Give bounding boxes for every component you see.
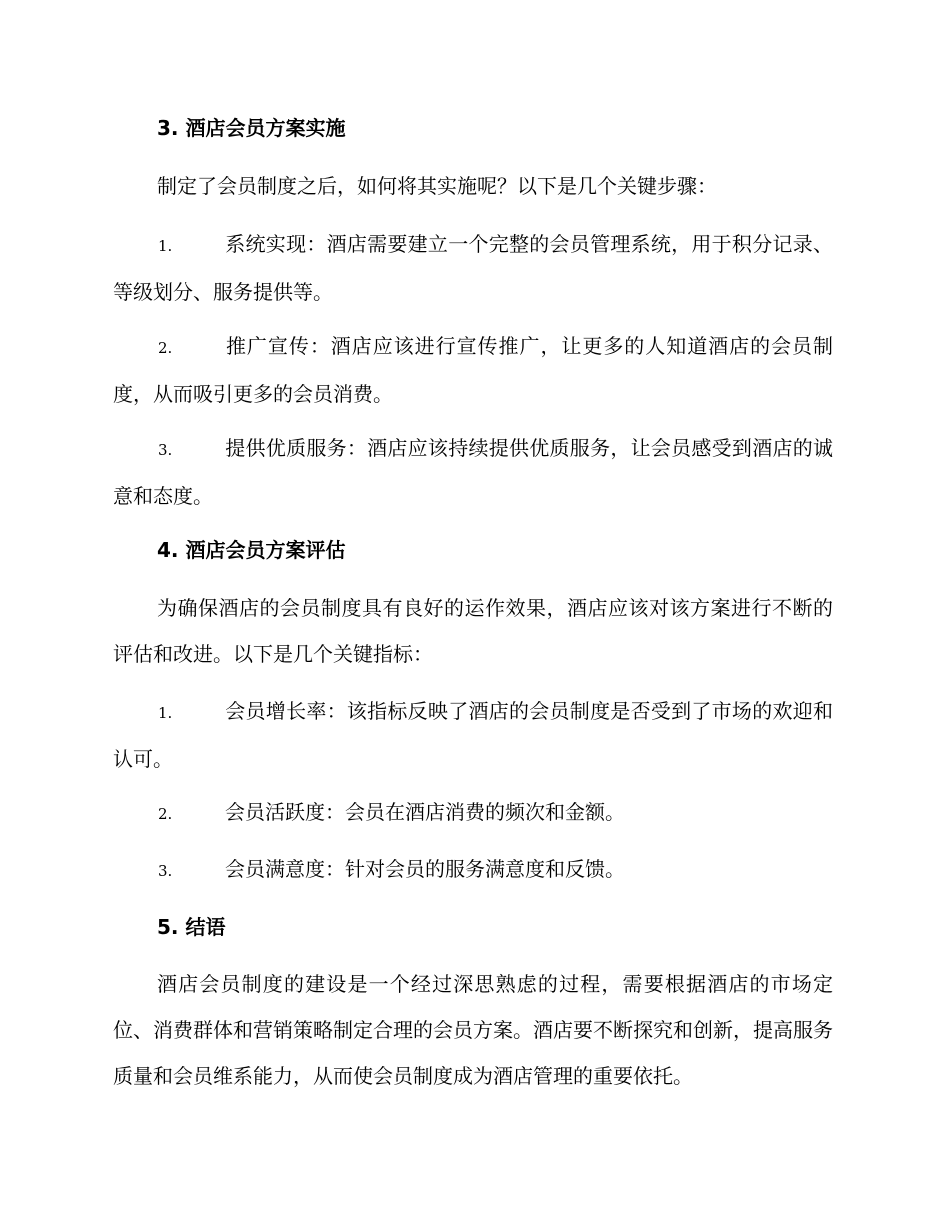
section-3-heading: 3. 酒店会员方案实施 bbox=[157, 116, 346, 140]
list-number: 2. bbox=[158, 339, 173, 357]
section-3-intro: 制定了会员制度之后，如何将其实施呢？以下是几个关键步骤： bbox=[157, 174, 717, 198]
list-number: 1. bbox=[158, 704, 173, 722]
section-4-item-2 bbox=[113, 789, 833, 837]
list-number: 1. bbox=[158, 237, 173, 255]
section-4-item-1 bbox=[113, 688, 833, 782]
list-item-text: 会员活跃度：会员在酒店消费的频次和金额。 bbox=[225, 800, 625, 824]
section-5-heading: 5. 结语 bbox=[157, 915, 226, 939]
list-item-text: 提供优质服务：酒店应该持续提供优质服务，让会员感受到酒店的诚意和态度。 bbox=[113, 436, 833, 508]
section-3-item-1 bbox=[113, 221, 833, 315]
list-number: 3. bbox=[158, 441, 173, 459]
section-3-item-3 bbox=[113, 425, 833, 519]
list-item-text: 推广宣传：酒店应该进行宣传推广，让更多的人知道酒店的会员制度，从而吸引更多的会员消费。 bbox=[113, 334, 833, 406]
section-3-item-2 bbox=[113, 323, 833, 417]
section-4-heading: 4. 酒店会员方案评估 bbox=[157, 538, 346, 562]
list-number: 3. bbox=[158, 862, 173, 880]
list-item-text: 系统实现：酒店需要建立一个完整的会员管理系统，用于积分记录、等级划分、服务提供等。 bbox=[113, 232, 833, 304]
section-4-intro: 为确保酒店的会员制度具有良好的运作效果，酒店应该对该方案进行不断的评估和改进。以下是几个关键指标： bbox=[113, 596, 833, 666]
section-5-intro: 酒店会员制度的建设是一个经过深思熟虑的过程，需要根据酒店的市场定位、消费群体和营销策略制定合理的会员方案。酒店要不断探究和创新，提高服务质量和会员维系能力，从而使会员制度成为酒店管理的重要依托。 bbox=[113, 972, 833, 1088]
list-item-text: 会员满意度：针对会员的服务满意度和反馈。 bbox=[225, 857, 625, 881]
section-4-item-3 bbox=[113, 846, 833, 894]
list-number: 2. bbox=[158, 805, 173, 823]
list-item-text: 会员增长率：该指标反映了酒店的会员制度是否受到了市场的欢迎和认可。 bbox=[113, 699, 833, 771]
